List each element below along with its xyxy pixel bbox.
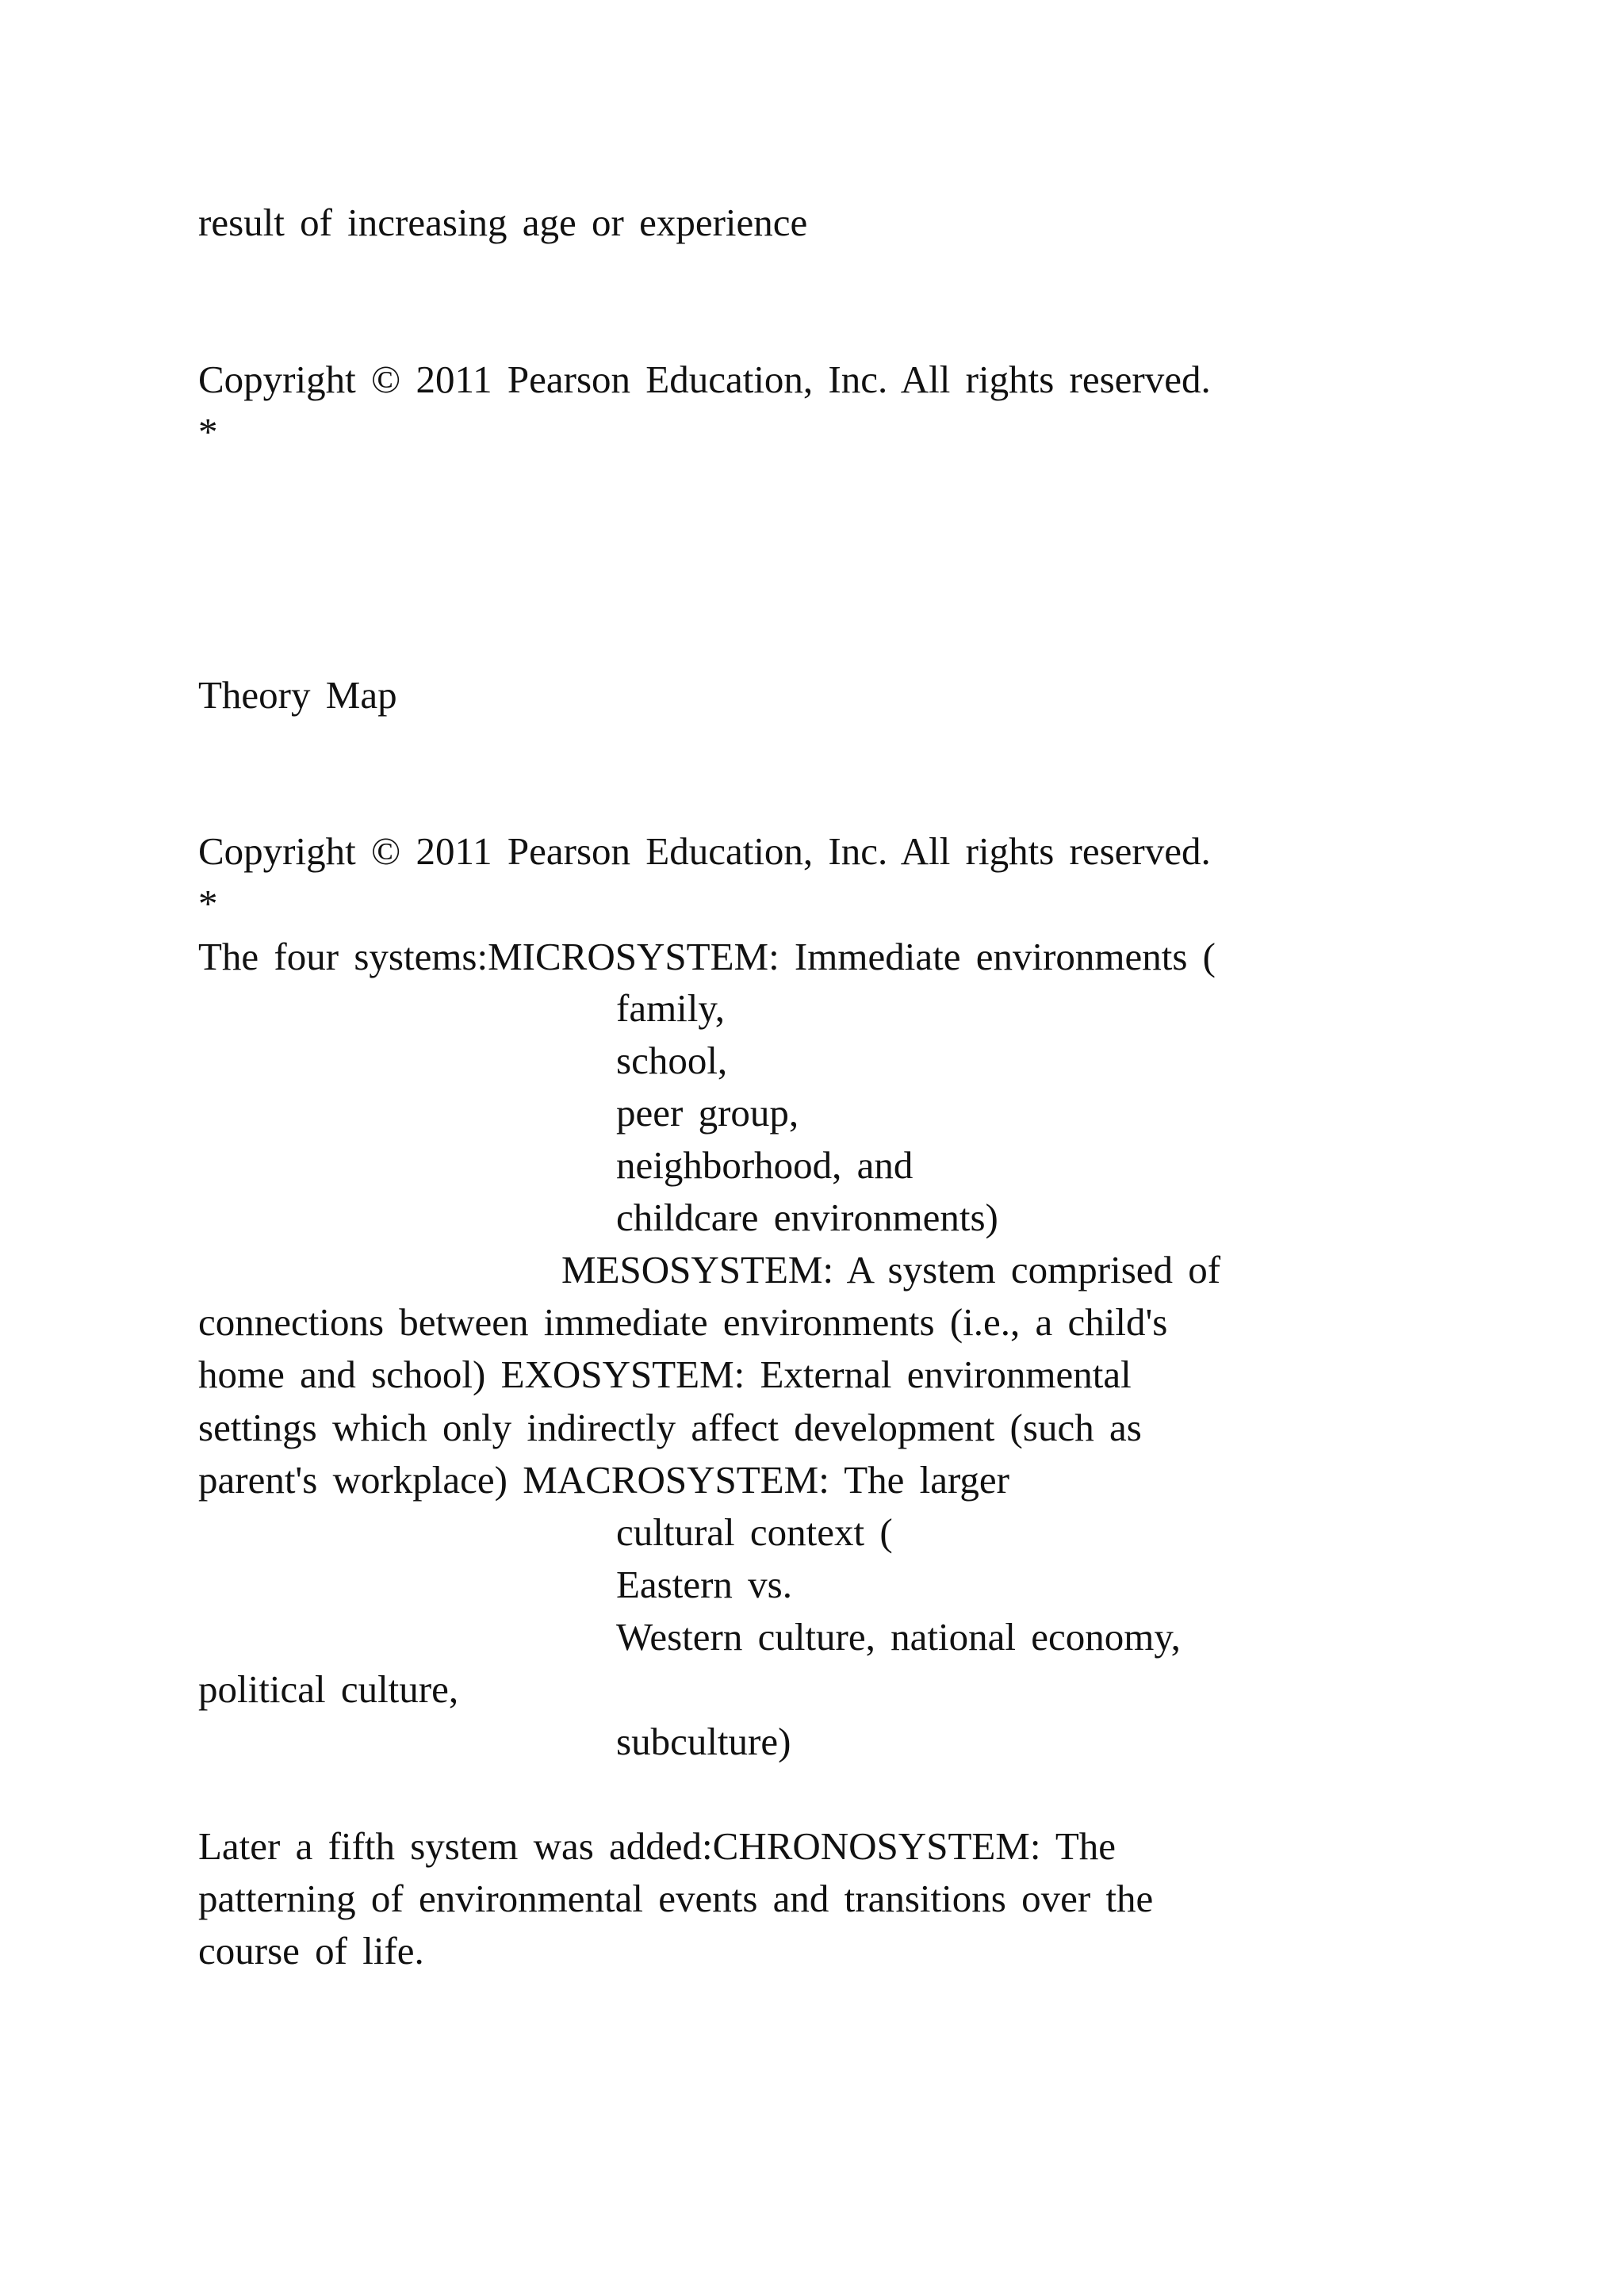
mesosystem-line: MESOSYSTEM: A system comprised of — [561, 1248, 1221, 1292]
macro-item: Eastern vs. — [616, 1563, 792, 1606]
micro-item: school, — [616, 1039, 728, 1082]
systems-intro-line: The four systems:MICROSYSTEM: Immediate environments ( — [198, 935, 1216, 978]
slide-marker: * — [198, 410, 218, 453]
macro-item: subculture) — [616, 1720, 791, 1763]
systems-body-line: home and school) EXOSYSTEM: External environmental — [198, 1353, 1132, 1396]
macro-item: Western culture, national economy, — [616, 1615, 1181, 1659]
micro-item: family, — [616, 986, 725, 1030]
chronosystem-line: patterning of environmental events and transitions over the — [198, 1877, 1154, 1920]
systems-body-line: parent's workplace) MACROSYSTEM: The larger — [198, 1458, 1010, 1502]
copyright-line: Copyright © 2011 Pearson Education, Inc. All rights reserved. — [198, 358, 1211, 401]
micro-item: peer group, — [616, 1091, 799, 1135]
systems-body-line: connections between immediate environments (i.e., a child's — [198, 1300, 1168, 1344]
micro-item: neighborhood, and — [616, 1143, 914, 1187]
chronosystem-line: Later a fifth system was added:CHRONOSYSTEM: The — [198, 1824, 1116, 1868]
slide-marker: * — [198, 882, 218, 925]
macro-wrap-line: political culture, — [198, 1667, 459, 1711]
chronosystem-line: course of life. — [198, 1929, 424, 1973]
slide-title: Theory Map — [198, 673, 397, 717]
copyright-line: Copyright © 2011 Pearson Education, Inc. All rights reserved. — [198, 829, 1211, 873]
micro-item: childcare environments) — [616, 1196, 998, 1239]
systems-body-line: settings which only indirectly affect development (such as — [198, 1406, 1142, 1449]
macro-item: cultural context ( — [616, 1510, 893, 1554]
fragment-top-line: result of increasing age or experience — [198, 201, 808, 244]
